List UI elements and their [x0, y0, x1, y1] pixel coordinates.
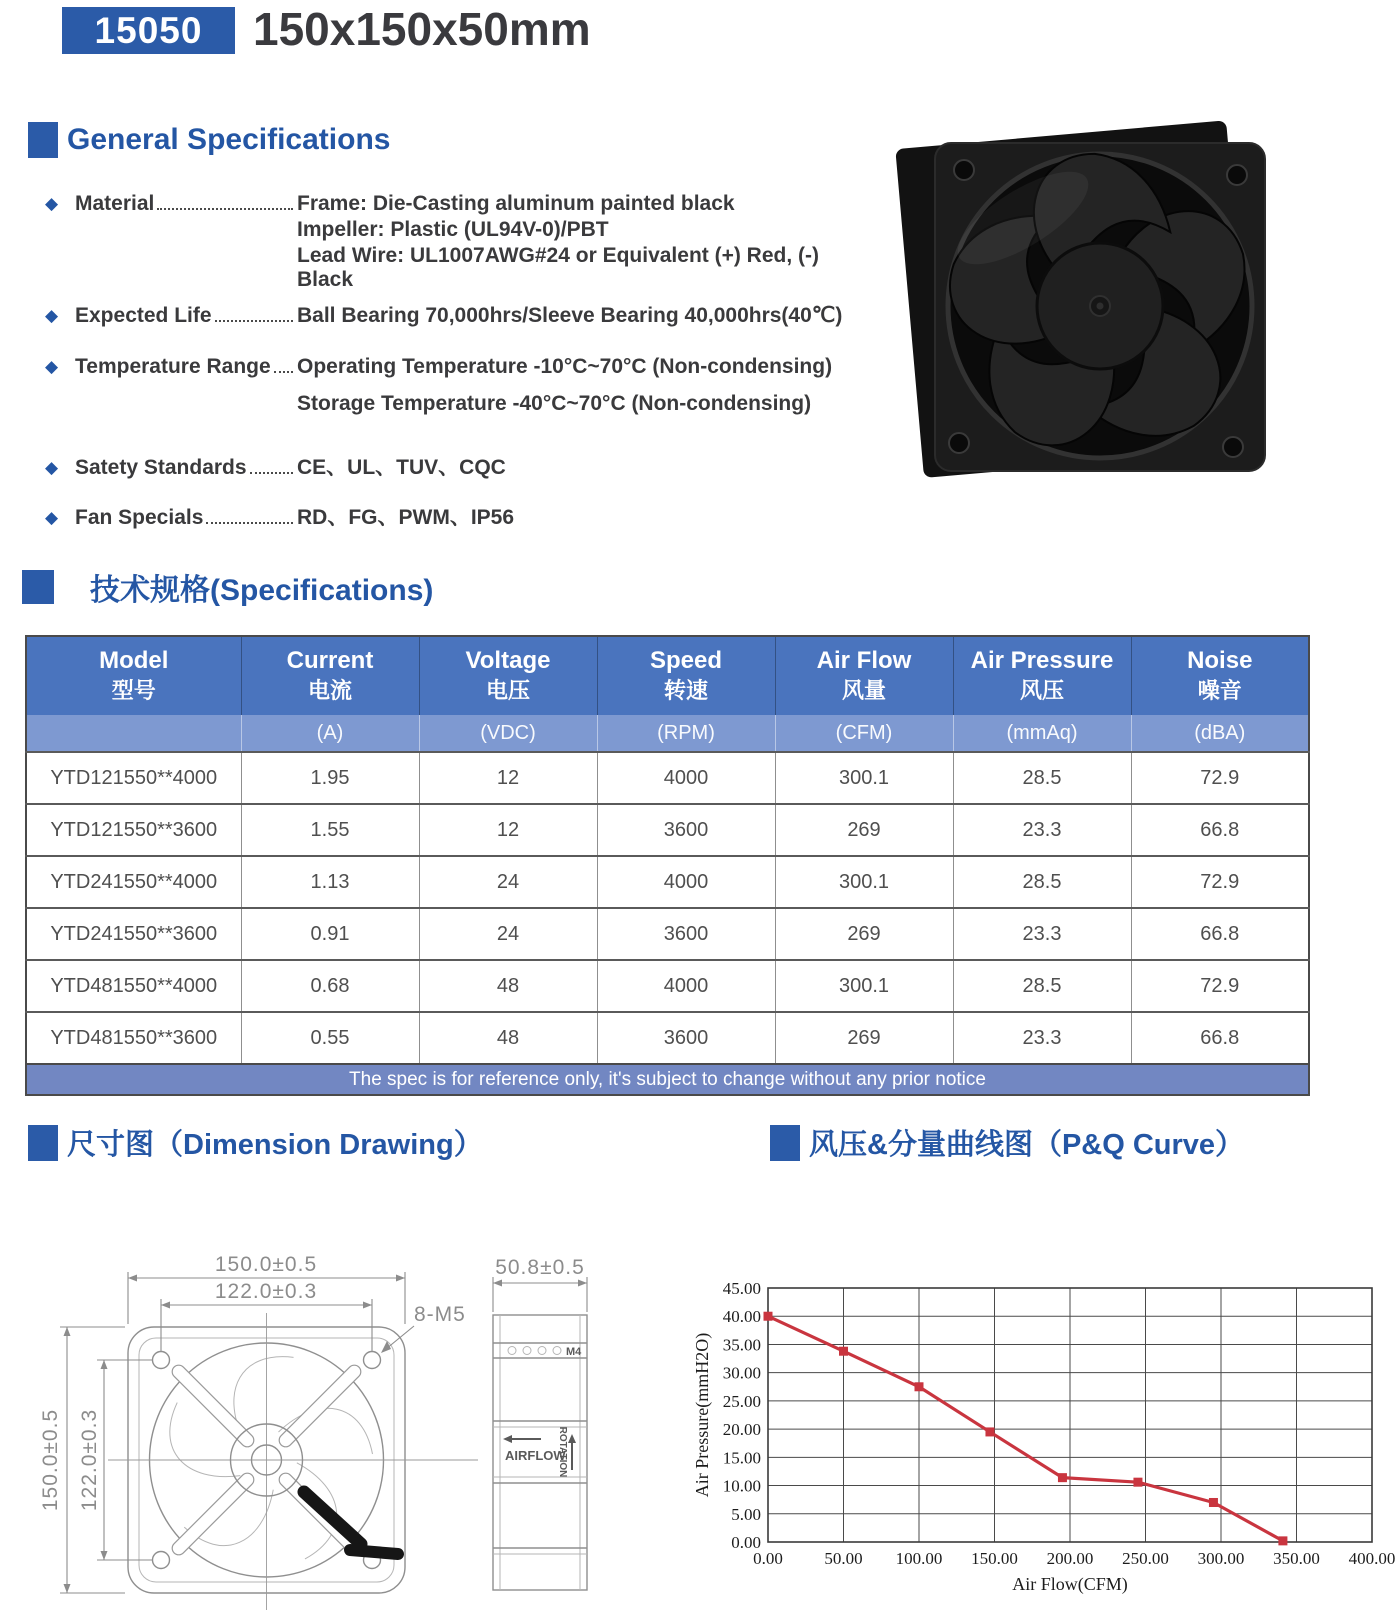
- spec-label: Satety Standards: [75, 456, 247, 479]
- cell: 66.8: [1131, 908, 1309, 960]
- column-header-zh: 风压: [1019, 678, 1064, 703]
- cell: YTD241550**3600: [26, 908, 241, 960]
- y-axis-label: Air Pressure(mmH2O): [692, 1332, 712, 1498]
- spec-item: [45, 304, 880, 328]
- spec-item-left: [45, 456, 297, 480]
- cell: 23.3: [953, 1012, 1131, 1064]
- data-point-marker: [1278, 1536, 1287, 1545]
- spec-value-line: Ball Bearing 70,000hrs/Sleeve Bearing 40,000hrs(40℃): [297, 304, 843, 327]
- cell: 28.5: [953, 856, 1131, 908]
- cell: 72.9: [1131, 856, 1309, 908]
- y-tick-label: 35.00: [722, 1335, 761, 1355]
- cell: 66.8: [1131, 804, 1309, 856]
- cell: 300.1: [775, 856, 953, 908]
- column-header-en: Model: [99, 647, 169, 674]
- dotted-leader: [206, 506, 293, 524]
- unit-cell: (VDC): [419, 715, 597, 752]
- section-dimension-drawing: [28, 1122, 483, 1163]
- cell: 3600: [597, 1012, 775, 1064]
- cell: 23.3: [953, 804, 1131, 856]
- data-point-marker: [764, 1312, 773, 1321]
- unit-cell: (CFM): [775, 715, 953, 752]
- table-row: [26, 960, 1309, 1012]
- side-view: [493, 1256, 587, 1590]
- spec-item-left: [45, 506, 297, 530]
- cell: 1.13: [241, 856, 419, 908]
- table-row: [26, 856, 1309, 908]
- unit-cell: [26, 715, 241, 752]
- data-point-marker: [1209, 1498, 1218, 1507]
- model-code: 15050: [94, 9, 203, 51]
- svg-text:122.0±0.3: 122.0±0.3: [78, 1408, 101, 1512]
- x-tick-label: 150.00: [971, 1549, 1018, 1568]
- spec-value-line: RD、FG、PWM、IP56: [297, 506, 515, 529]
- y-tick-label: 5.00: [731, 1504, 761, 1524]
- data-point-marker: [839, 1347, 848, 1356]
- cell: 4000: [597, 856, 775, 908]
- cell: 4000: [597, 960, 775, 1012]
- table-row: [26, 804, 1309, 856]
- svg-text:150.0±0.5: 150.0±0.5: [214, 1253, 318, 1276]
- footnote-row: [26, 1064, 1309, 1095]
- cell: 0.55: [241, 1012, 419, 1064]
- cell: 300.1: [775, 960, 953, 1012]
- spec-label: Temperature Range: [75, 355, 271, 378]
- spec-item: [45, 506, 880, 530]
- column-header: [953, 636, 1131, 715]
- x-tick-label: 200.00: [1046, 1549, 1094, 1568]
- section-title: 尺寸图（Dimension Drawing）: [67, 1129, 483, 1161]
- spec-item: [45, 355, 880, 416]
- cell: 12: [419, 804, 597, 856]
- cell: 269: [775, 1012, 953, 1064]
- column-header-zh: 电流: [307, 678, 352, 703]
- section-title: General Specifications: [67, 123, 391, 156]
- section-specifications: [22, 565, 433, 609]
- cell: 48: [419, 1012, 597, 1064]
- cell: YTD241550**4000: [26, 856, 241, 908]
- svg-text:50.8±0.5: 50.8±0.5: [495, 1256, 585, 1279]
- unit-cell: (dBA): [1131, 715, 1309, 752]
- column-header-en: Air Pressure: [970, 647, 1114, 674]
- y-tick-label: 15.00: [722, 1448, 761, 1468]
- svg-text:150.0±0.5: 150.0±0.5: [39, 1408, 62, 1512]
- spec-values: [297, 456, 506, 480]
- column-header: [419, 636, 597, 715]
- cell: 3600: [597, 908, 775, 960]
- cell: 4000: [597, 752, 775, 804]
- diamond-bullet-icon: ◆: [45, 357, 59, 376]
- y-tick-label: 40.00: [722, 1307, 761, 1327]
- section-marker: [28, 122, 58, 158]
- dim-holes-callout: [381, 1303, 466, 1353]
- front-view: [108, 1313, 478, 1610]
- section-title: 技术规格(Specifications): [90, 574, 434, 607]
- diamond-bullet-icon: ◆: [45, 508, 59, 527]
- column-header-zh: 噪音: [1197, 678, 1242, 703]
- table-row: [26, 908, 1309, 960]
- cell: 12: [419, 752, 597, 804]
- spec-values: [297, 304, 842, 328]
- spec-table-head: [26, 636, 1309, 752]
- data-point-marker: [1058, 1473, 1067, 1482]
- cell: 66.8: [1131, 1012, 1309, 1064]
- cell: 72.9: [1131, 752, 1309, 804]
- table-row: [26, 752, 1309, 804]
- cell: 48: [419, 960, 597, 1012]
- diamond-bullet-icon: ◆: [45, 306, 59, 325]
- spec-label: Material: [75, 192, 155, 215]
- column-header: [597, 636, 775, 715]
- cell: 72.9: [1131, 960, 1309, 1012]
- cell: 28.5: [953, 960, 1131, 1012]
- spec-table-body: [26, 752, 1309, 1064]
- spec-table-foot: [26, 1064, 1309, 1095]
- cell: YTD481550**4000: [26, 960, 241, 1012]
- x-tick-label: 100.00: [895, 1549, 943, 1568]
- unit-cell: (A): [241, 715, 419, 752]
- section-pq-curve: [770, 1122, 1244, 1163]
- column-header-en: Voltage: [465, 647, 551, 674]
- cell: 1.55: [241, 804, 419, 856]
- x-tick-label: 250.00: [1122, 1549, 1169, 1568]
- section-general-specifications: [28, 122, 390, 158]
- dotted-leader: [250, 456, 293, 474]
- cell: 24: [419, 908, 597, 960]
- svg-text:M4: M4: [566, 1346, 582, 1358]
- data-point-marker: [915, 1382, 924, 1391]
- column-header-zh: 转速: [663, 678, 708, 703]
- x-tick-label: 350.00: [1273, 1549, 1320, 1568]
- footnote: The spec is for reference only, it's subject to change without any prior notice: [26, 1064, 1309, 1095]
- dotted-leader: [215, 304, 293, 322]
- column-header-zh: 电压: [485, 678, 530, 703]
- cell: YTD121550**4000: [26, 752, 241, 804]
- spec-value-line: Lead Wire: UL1007AWG#24 or Equivalent (+) Red, (-) Black: [297, 244, 820, 291]
- spec-value-line: Storage Temperature -40°C~70°C (Non-condensing): [297, 392, 812, 415]
- cell: 0.68: [241, 960, 419, 1012]
- cell: 269: [775, 908, 953, 960]
- dotted-leader: [157, 192, 293, 210]
- units-row: [26, 715, 1309, 752]
- spec-value-line: CE、UL、TUV、CQC: [297, 456, 506, 479]
- size-title: 150x150x50mm: [253, 3, 591, 55]
- cell: 300.1: [775, 752, 953, 804]
- x-tick-label: 300.00: [1197, 1549, 1245, 1568]
- cell: 0.91: [241, 908, 419, 960]
- section-title: 风压&分量曲线图（P&Q Curve）: [809, 1129, 1245, 1161]
- y-tick-label: 20.00: [722, 1420, 761, 1440]
- cell: 28.5: [953, 752, 1131, 804]
- spec-values: [297, 192, 880, 292]
- cell: 24: [419, 856, 597, 908]
- fan-product-image: [893, 103, 1283, 493]
- model-badge: [62, 7, 235, 54]
- column-header-zh: 型号: [111, 678, 156, 703]
- data-point-marker: [985, 1427, 994, 1436]
- column-header: [775, 636, 953, 715]
- cell: 269: [775, 804, 953, 856]
- spec-label: Expected Life: [75, 304, 212, 327]
- spec-value-line: Operating Temperature -10°C~70°C (Non-condensing): [297, 355, 833, 378]
- spec-values: [297, 506, 514, 530]
- dimension-drawing: [20, 1180, 640, 1612]
- x-tick-label: 400.00: [1348, 1549, 1396, 1568]
- column-header-en: Noise: [1187, 647, 1253, 674]
- airflow-label: [503, 1435, 566, 1463]
- y-tick-label: 10.00: [722, 1476, 761, 1496]
- x-axis-label: Air Flow(CFM): [1012, 1574, 1128, 1594]
- rotation-label: [557, 1427, 576, 1478]
- spec-item: [45, 456, 880, 480]
- data-point-marker: [1133, 1478, 1142, 1487]
- y-tick-label: 30.00: [722, 1363, 761, 1383]
- table-row: [26, 1012, 1309, 1064]
- spec-item-left: [45, 355, 297, 379]
- diamond-bullet-icon: ◆: [45, 194, 59, 213]
- x-tick-label: 0.00: [753, 1549, 783, 1568]
- cell: YTD121550**3600: [26, 804, 241, 856]
- spec-item-left: [45, 192, 297, 216]
- svg-text:AIRFLOW: AIRFLOW: [505, 1448, 566, 1463]
- section-marker: [22, 570, 54, 604]
- column-header-zh: 风量: [841, 678, 886, 703]
- header-row: [26, 636, 1309, 715]
- cell: 23.3: [953, 908, 1131, 960]
- x-tick-label: 50.00: [824, 1549, 863, 1568]
- spec-value-line: Frame: Die-Casting aluminum painted black: [297, 192, 735, 215]
- y-tick-label: 0.00: [731, 1533, 761, 1552]
- dotted-leader: [274, 355, 293, 373]
- cell: 3600: [597, 804, 775, 856]
- y-tick-label: 45.00: [722, 1279, 761, 1298]
- section-marker: [770, 1125, 800, 1161]
- svg-text:122.0±0.3: 122.0±0.3: [214, 1280, 318, 1303]
- cell: YTD481550**3600: [26, 1012, 241, 1064]
- unit-cell: (RPM): [597, 715, 775, 752]
- general-spec-list: [45, 192, 880, 556]
- spec-item: [45, 192, 880, 292]
- column-header-en: Air Flow: [816, 647, 912, 674]
- column-header-en: Current: [286, 647, 374, 674]
- column-header: [1131, 636, 1309, 715]
- pq-curve-chart: [650, 1230, 1400, 1612]
- section-marker: [28, 1125, 58, 1161]
- spec-table: [25, 635, 1310, 1096]
- spec-values: [297, 355, 832, 416]
- spec-item-left: [45, 304, 297, 328]
- y-tick-label: 25.00: [722, 1391, 761, 1411]
- spec-label: Fan Specials: [75, 506, 204, 529]
- column-header: [241, 636, 419, 715]
- spec-value-line: Impeller: Plastic (UL94V-0)/PBT: [297, 218, 609, 241]
- cell: 1.95: [241, 752, 419, 804]
- unit-cell: (mmAq): [953, 715, 1131, 752]
- lead-wire: [304, 1492, 398, 1554]
- diamond-bullet-icon: ◆: [45, 458, 59, 477]
- column-header: [26, 636, 241, 715]
- svg-text:ROTATION: ROTATION: [557, 1426, 568, 1478]
- svg-text:8-M5: 8-M5: [414, 1303, 466, 1326]
- column-header-en: Speed: [649, 647, 723, 674]
